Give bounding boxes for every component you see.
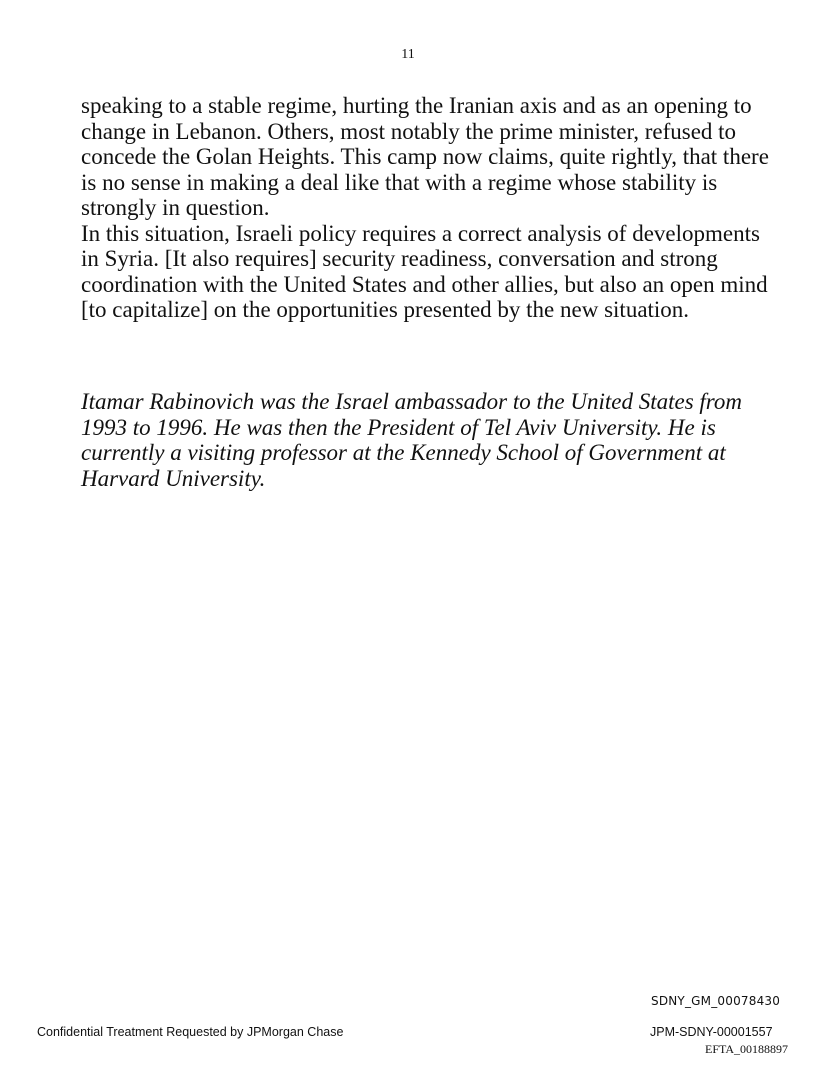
confidential-notice: Confidential Treatment Requested by JPMorgan Chase [37,1025,344,1039]
page-number: 11 [401,47,415,62]
article-body [81,93,771,323]
bates-number-jpm: JPM-SDNY-00001557 [650,1025,773,1039]
paragraph-2: In this situation, Israeli policy requires a correct analysis of developments in Syria. [It also requires] security readiness, conversation and strong coordination with the United States and other allies, but also an open mind [to capitalize] on the opportunities presented by the new situation. [81,220,768,322]
paragraph-1: speaking to a stable regime, hurting the Iranian axis and as an opening to change in Lebanon. Others, most notably the prime minister, refused to concede the Golan Heights. This camp now claims, quite rightly, that there is no sense in making a deal like that with a regime whose stability is strongly in question. [81,93,769,220]
efta-number: EFTA_00188897 [705,1042,789,1056]
author-bio: Itamar Rabinovich was the Israel ambassador to the United States from 1993 to 1996. He was then the President of Tel Aviv University. He is currently a visiting professor at the Kennedy School of Government at Harvard University. [81,389,742,491]
bates-number-gm: SDNY_GM_00078430 [651,994,781,1008]
